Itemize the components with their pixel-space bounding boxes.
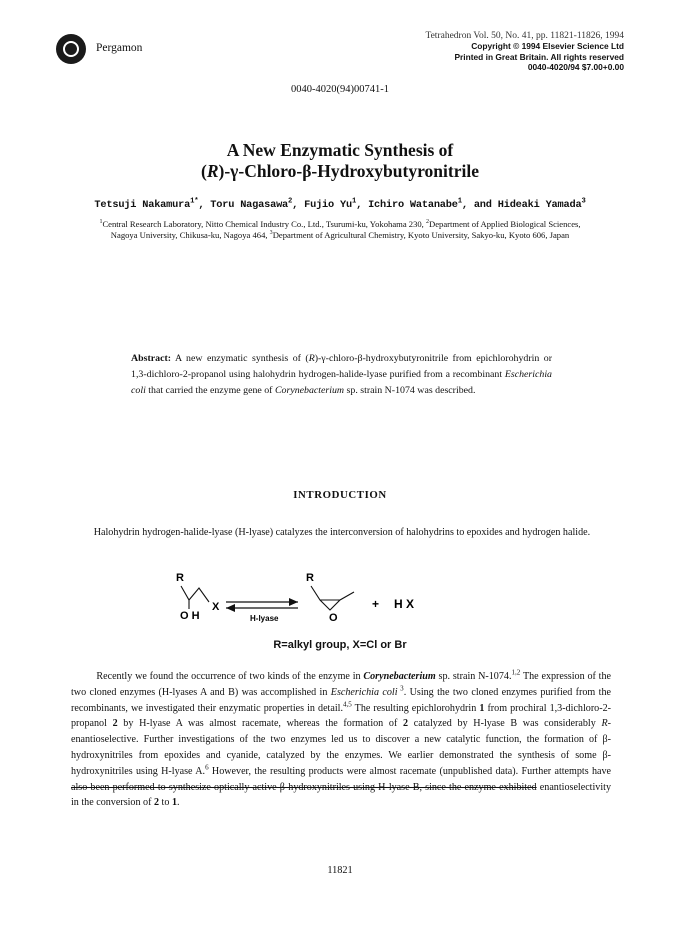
article-code: 0040-4020(94)00741-1 <box>291 84 389 95</box>
r-label-left: R <box>176 572 184 584</box>
printed-line: Printed in Great Britain. All rights reserved <box>454 51 624 62</box>
intro-paragraph-2: Recently we found the occurrence of two kinds of the enzyme in Corynebacterium sp. strain N-1074.$^{1,2}$ The expression of the two cloned enzymes (H-lyases A and B) was accomplished in Escherichia coli $^3$. Using the two cloned enzymes purified from the recombinants, we investigated their enzymatic properties in detail.$^{4,5}$ The resulting epichlorohydrin 1 from prochiral 1,3-dichloro-2-propanol 2 by H-lyase A was almost racemate, whereas the formation of 2 catalyzed by H-lyase B was considerably R-enantioselective. Further investigations of the two enzymes led us to discover a new catalytic function, the formation of β-hydroxynitriles from epoxides and cyanide, catalyzed by the enzymes. We earlier demonstrated the synthesis of some β-hydroxynitriles using H-lyase A.$^6$ However, the resulting products were almost racemate (unpublished data). Further attempts have also been performed to synthesize optically active β-hydroxynitriles using H-lyase B, since the enzyme exhibited enantioselectivity in the conversion of 2 to 1. <box>71 668 612 809</box>
author-name: Toru Nagasawa <box>210 199 289 211</box>
title-line-1: A New Enzymatic Synthesis of <box>226 140 454 160</box>
intro-paragraph-1: Halohydrin hydrogen-halide-lyase (H-lyase) catalyzes the interconversion of halohydrins to epoxides and hydrogen halide. <box>93 527 591 538</box>
enzyme-label: H-lyase <box>250 614 279 623</box>
author-list: Tetsuji Nakamura$^{1*}$, Toru Nagasawa$^2$, Fujio Yu$^1$, Ichiro Watanabe$^1$, and Hideaki Yamada$^3$ <box>94 197 586 211</box>
page-number: 11821 <box>327 865 353 876</box>
o-label: O <box>329 612 338 624</box>
section-heading-introduction: INTRODUCTION <box>293 489 387 501</box>
author-name: Tetsuji Nakamura <box>94 199 191 211</box>
affiliations: $^1$Central Research Laboratory, Nitto Chemical Industry Co., Ltd., Tsurumi-ku, Yokohama 230, $^2$Department of Applied Biological Sciences, Nagoya University, Chikusa-ku, Nagoya 464, $^3$Department of Agricultural Chemistry, Kyoto University, Sakyo-ku, Kyoto 606, Japan <box>99 219 581 240</box>
x-label: X <box>212 601 220 613</box>
title-line-2: (R)-γ-Chloro-β-Hydroxybutyronitrile <box>201 161 479 181</box>
author-name: Fujio Yu <box>304 199 352 211</box>
author-name: Ichiro Watanabe <box>368 199 458 211</box>
plus-sign: + <box>372 597 380 611</box>
r-label-right: R <box>306 572 314 584</box>
author-name: Hideaki Yamada <box>497 199 582 211</box>
publisher-name: Pergamon <box>96 42 143 54</box>
oh-label: O H <box>180 610 200 622</box>
publisher-logo <box>56 34 86 64</box>
hx-label: H X <box>394 597 415 611</box>
copyright-line: Copyright © 1994 Elsevier Science Ltd <box>471 41 624 52</box>
abstract-label: Abstract: <box>131 353 172 364</box>
scheme-caption: R=alkyl group, X=Cl or Br <box>273 639 407 651</box>
journal-info <box>425 31 624 73</box>
journal-citation: Tetrahedron Vol. 50, No. 41, pp. 11821-11826, 1994 <box>425 31 624 41</box>
price-line: 0040-4020/94 $7.00+0.00 <box>527 62 624 73</box>
abstract: Abstract: A new enzymatic synthesis of (R)-γ-chloro-β-hydroxybutyronitrile from epichlorohydrin or 1,3-dichloro-2-propanol using halohydrin hydrogen-halide-lyase purified from a recombinant Escherichia coli that carried the enzyme gene of Corynebacterium sp. strain N-1074 was described. <box>131 353 552 396</box>
